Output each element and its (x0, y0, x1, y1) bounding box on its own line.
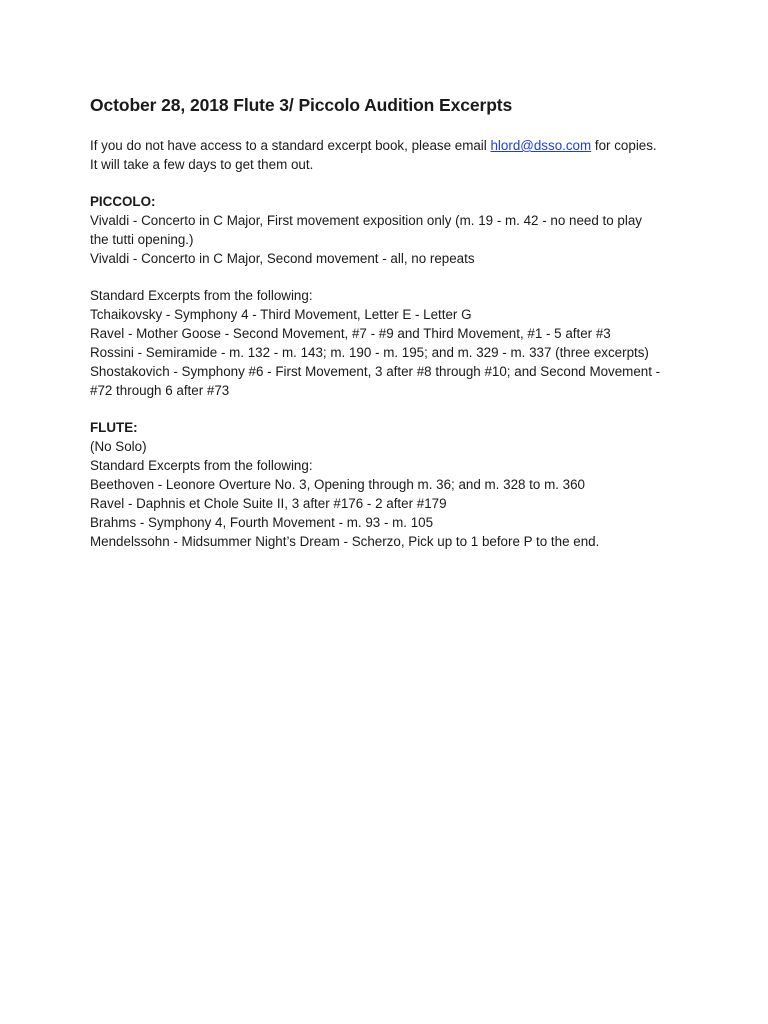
document-page (90, 92, 690, 551)
piccolo-excerpt-line: Shostakovich - Symphony #6 - First Movement, 3 after #8 through #10; and Second Movement - (90, 364, 661, 379)
piccolo-solo-line: Vivaldi - Concerto in C Major, First movement exposition only (m. 19 - m. 42 - no need to play (90, 213, 642, 228)
flute-note: (No Solo) (90, 439, 147, 454)
spacer (90, 174, 690, 192)
intro-text: If you do not have access to a standard excerpt book, please email (90, 138, 491, 153)
piccolo-excerpts-intro: Standard Excerpts from the following: (90, 288, 313, 303)
spacer (90, 400, 690, 418)
flute-excerpt-line: Mendelssohn - Midsummer Night’s Dream - Scherzo, Pick up to 1 before P to the end. (90, 534, 600, 549)
flute-excerpts-intro: Standard Excerpts from the following: (90, 458, 313, 473)
intro-line-2: It will take a few days to get them out. (90, 157, 314, 172)
piccolo-solo-line: the tutti opening.) (90, 232, 194, 247)
flute-excerpt-line: Beethoven - Leonore Overture No. 3, Opening through m. 36; and m. 328 to m. 360 (90, 477, 586, 492)
piccolo-excerpt-line: #72 through 6 after #73 (90, 383, 230, 398)
piccolo-solo-line: Vivaldi - Concerto in C Major, Second movement - all, no repeats (90, 251, 475, 266)
intro-paragraph (90, 136, 690, 155)
email-link[interactable]: hlord@dsso.com (490, 138, 592, 153)
spacer (90, 268, 690, 286)
intro-text-end: for copies. (591, 138, 657, 153)
piccolo-excerpt-line: Ravel - Mother Goose - Second Movement, #7 - #9 and Third Movement, #1 - 5 after #3 (90, 326, 611, 341)
piccolo-heading: PICCOLO: (90, 194, 156, 209)
flute-excerpt-line: Ravel - Daphnis et Chole Suite II, 3 after #176 - 2 after #179 (90, 496, 447, 511)
document-title: October 28, 2018 Flute 3/ Piccolo Audition Excerpts (90, 95, 513, 115)
piccolo-excerpt-line: Rossini - Semiramide - m. 132 - m. 143; m. 190 - m. 195; and m. 329 - m. 337 (three excerpts) (90, 345, 649, 360)
flute-excerpt-line: Brahms - Symphony 4, Fourth Movement - m. 93 - m. 105 (90, 515, 434, 530)
flute-heading: FLUTE: (90, 420, 138, 435)
piccolo-excerpt-line: Tchaikovsky - Symphony 4 - Third Movement, Letter E - Letter G (90, 307, 472, 322)
